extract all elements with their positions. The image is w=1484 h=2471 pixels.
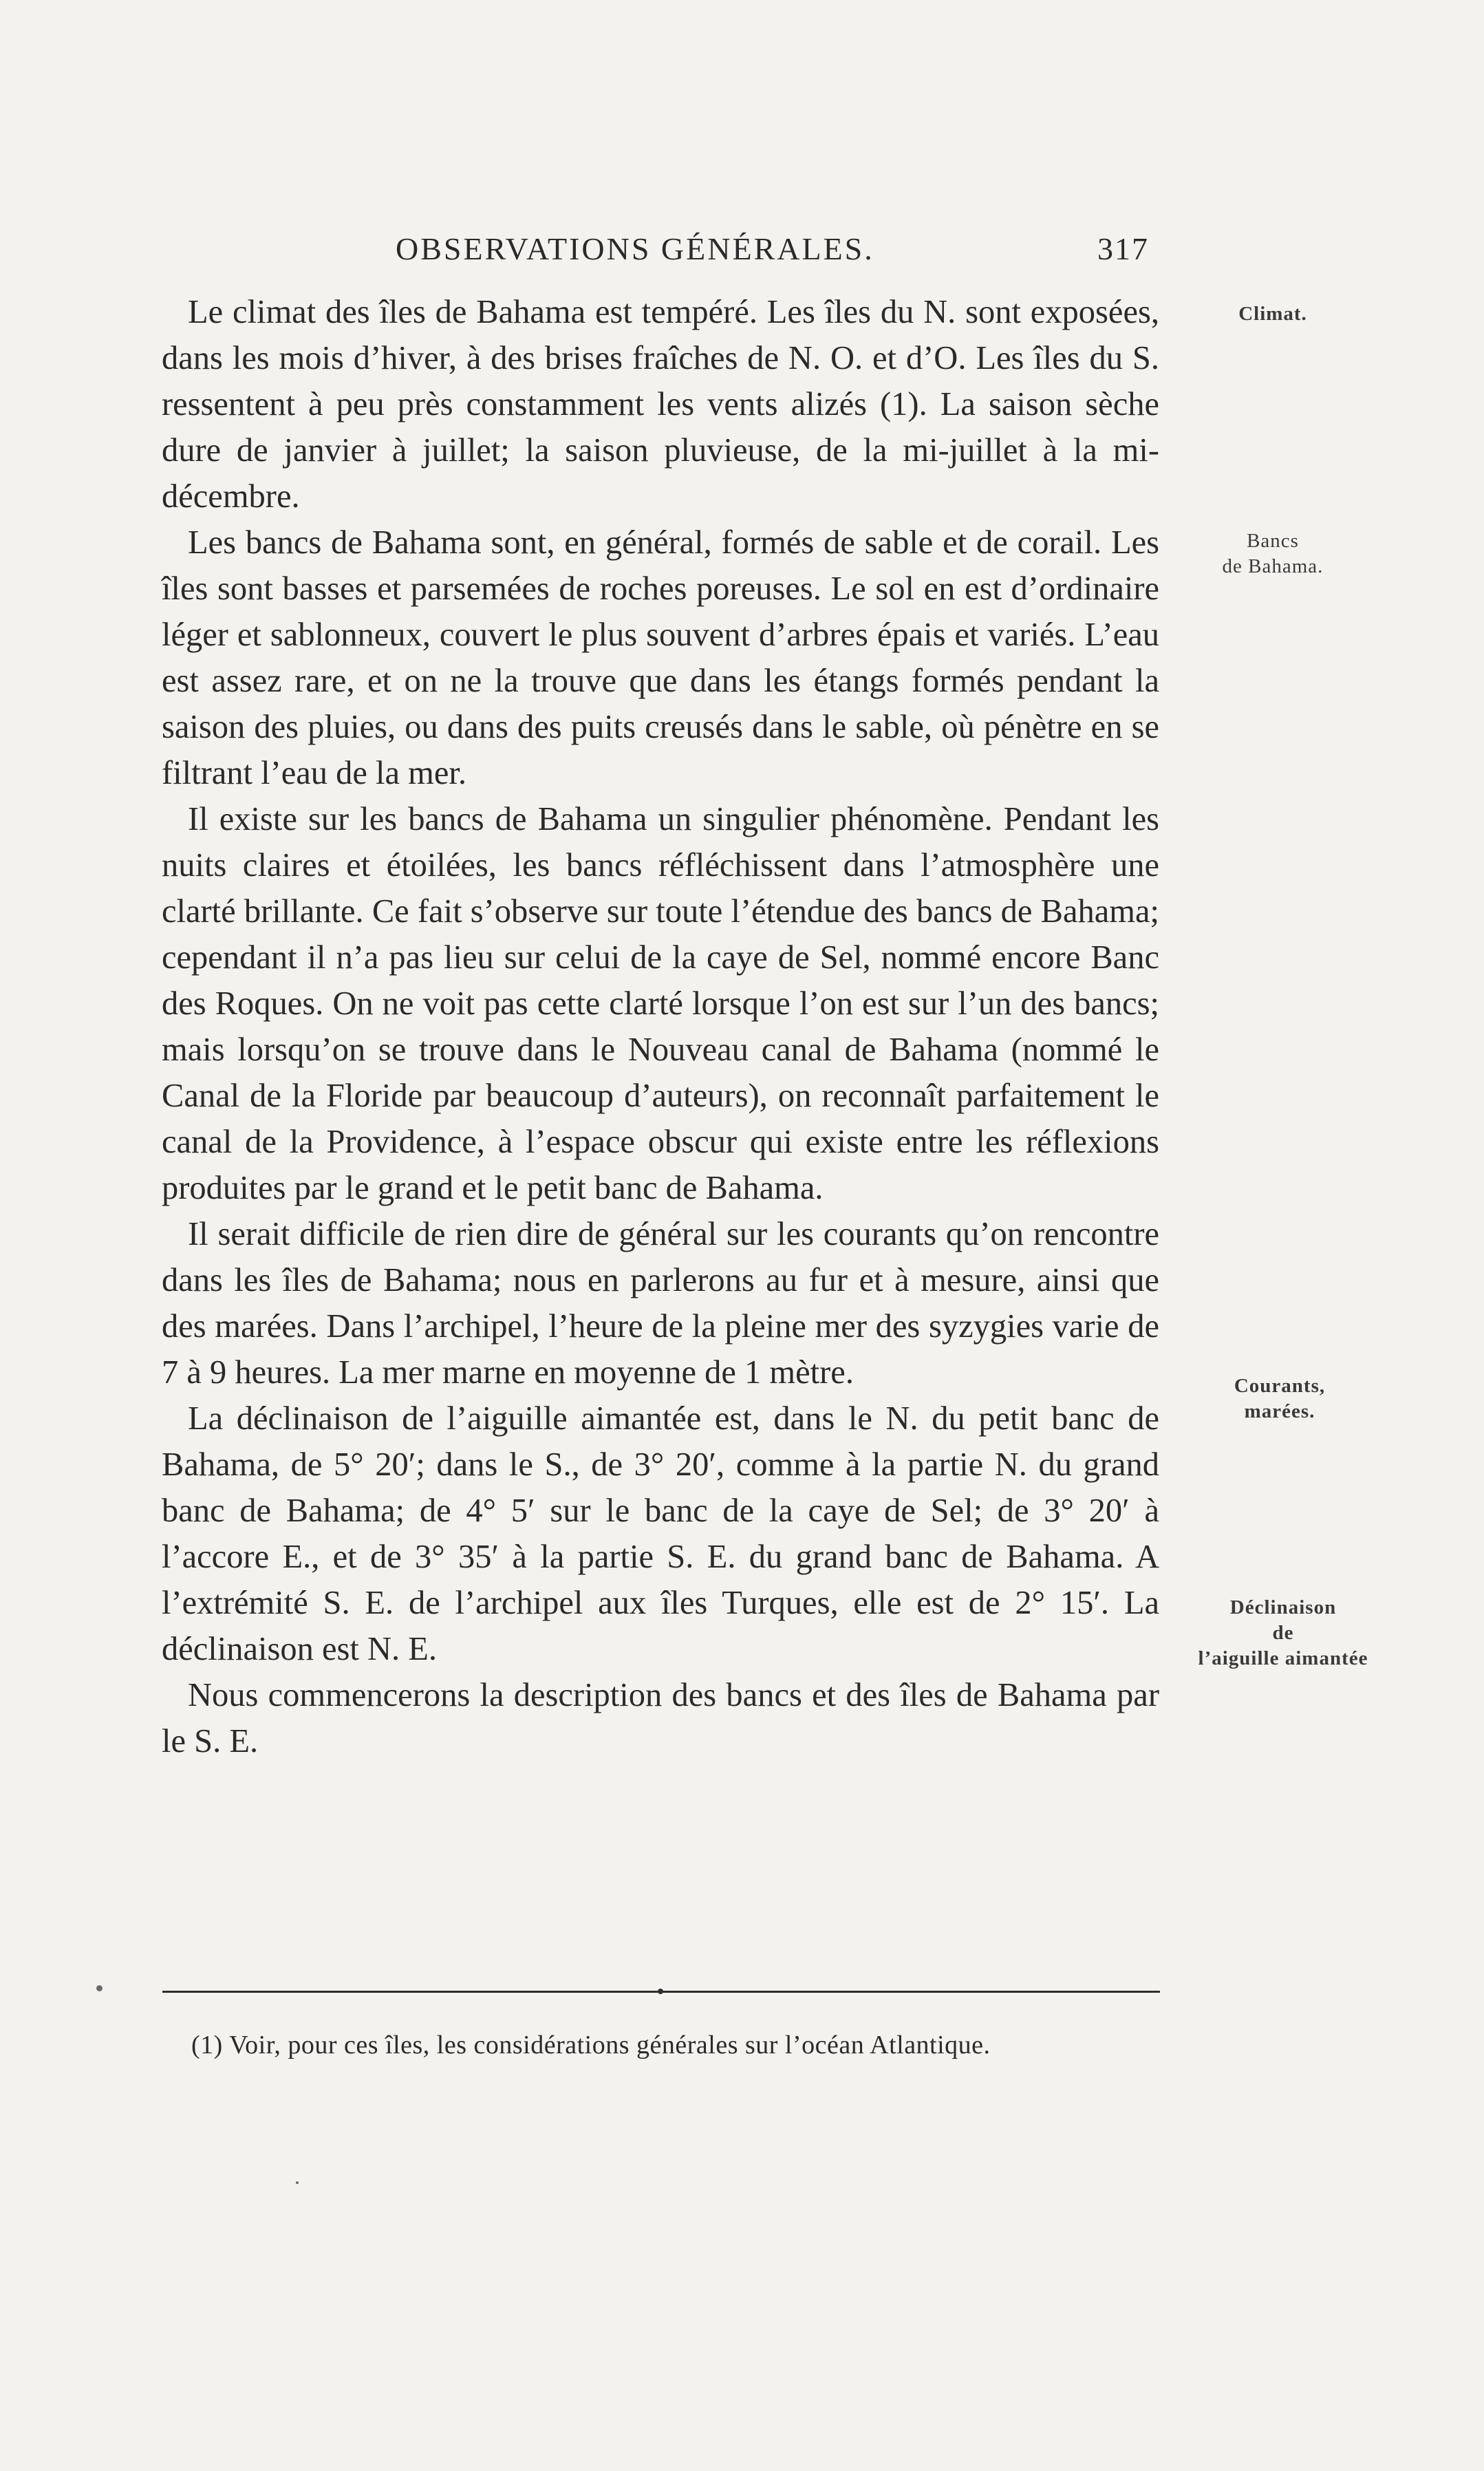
margin-note-climat: [1211, 301, 1335, 327]
page-number: 317: [1097, 231, 1149, 266]
paper-speck: [96, 1985, 103, 1991]
rule-mark: [658, 1989, 663, 1994]
paper-speck: [296, 2181, 299, 2184]
margin-note-declinaison: [1170, 1595, 1397, 1671]
body-text: [162, 289, 1159, 1764]
paragraph-phenomene: Il existe sur les bancs de Bahama un singulier phénomène. Pendant les nuits claires et étoilées, les bancs réfléchissent dans l’atmosphère une clarté brillante. Ce fait s’observe sur toute l’étendue des bancs de Bahama; cependant il n’a pas lieu sur celui de la caye de Sel, nommé encore Banc des Roques. On ne voit pas cette clarté lorsque l’on est sur l’un des bancs; mais lorsqu’on se trouve dans le Nouveau canal de Bahama (nommé le Canal de la Floride par beaucoup d’auteurs), on reconnaît parfaitement le canal de la Providence, à l’espace obscur qui existe entre les réflexions produites par le grand et le petit banc de Bahama.: [162, 801, 1159, 1206]
page-header: [162, 231, 1149, 272]
margin-note-climat-text: Climat.: [1238, 303, 1307, 325]
margin-note-courants-line2: marées.: [1244, 1400, 1315, 1422]
margin-note-courants-line1: Courants,: [1234, 1375, 1326, 1397]
margin-note-declinaison-line2: de: [1272, 1622, 1294, 1644]
running-title: OBSERVATIONS GÉNÉRALES.: [396, 231, 874, 266]
margin-note-courants: [1207, 1373, 1352, 1424]
paragraph-declinaison: La déclinaison de l’aiguille aimantée est, dans le N. du petit banc de Bahama, de 5° 20′; dans le S., de 3° 20′, comme à la partie N. du grand banc de Bahama; de 4° 5′ sur le banc de la caye de Sel; de 3° 20′ à l’accore E., et de 3° 35′ à la partie S. E. du grand banc de Bahama. A l’extrémité S. E. de l’archipel aux îles Turques, elle est de 2° 15′. La déclinaison est N. E.: [162, 1400, 1159, 1667]
paragraph-climat: Le climat des îles de Bahama est tempéré. Les îles du N. sont exposées, dans les mois d’hiver, à des brises fraîches de N. O. et d’O. Les îles du S. ressentent à peu près constamment les vents alizés (1). La saison sèche dure de janvier à juillet; la saison pluvieuse, de la mi-juillet à la mi-décembre.: [162, 294, 1159, 515]
margin-note-declinaison-line1: Déclinaison: [1229, 1596, 1337, 1618]
paragraph-description: Nous commencerons la description des bancs et des îles de Bahama par le S. E.: [162, 1677, 1159, 1759]
margin-note-bancs: [1190, 528, 1355, 579]
margin-note-declinaison-line3: l’aiguille aimantée: [1198, 1647, 1368, 1669]
footnote-rule: [162, 1991, 1160, 1993]
paragraph-courants: Il serait difficile de rien dire de général sur les courants qu’on rencontre dans les îles de Bahama; nous en parlerons au fur et à mesure, ainsi que des marées. Dans l’archipel, l’heure de la pleine mer des syzygies varie de 7 à 9 heures. La mer marne en moyenne de 1 mètre.: [162, 1216, 1159, 1391]
margin-note-bancs-line1: Bancs: [1247, 530, 1299, 552]
footnote: (1) Voir, pour ces îles, les considérations générales sur l’océan Atlantique.: [191, 2031, 991, 2060]
margin-note-bancs-line2: de Bahama.: [1222, 555, 1324, 577]
paragraph-bancs: Les bancs de Bahama sont, en général, formés de sable et de corail. Les îles sont basses et parsemées de roches poreuses. Le sol en est d’ordinaire léger et sablonneux, couvert le plus souvent d’arbres épais et variés. L’eau est assez rare, et on ne la trouve que dans les étangs formés pendant la saison des pluies, ou dans des puits creusés dans le sable, où pénètre en se filtrant l’eau de la mer.: [162, 524, 1159, 791]
